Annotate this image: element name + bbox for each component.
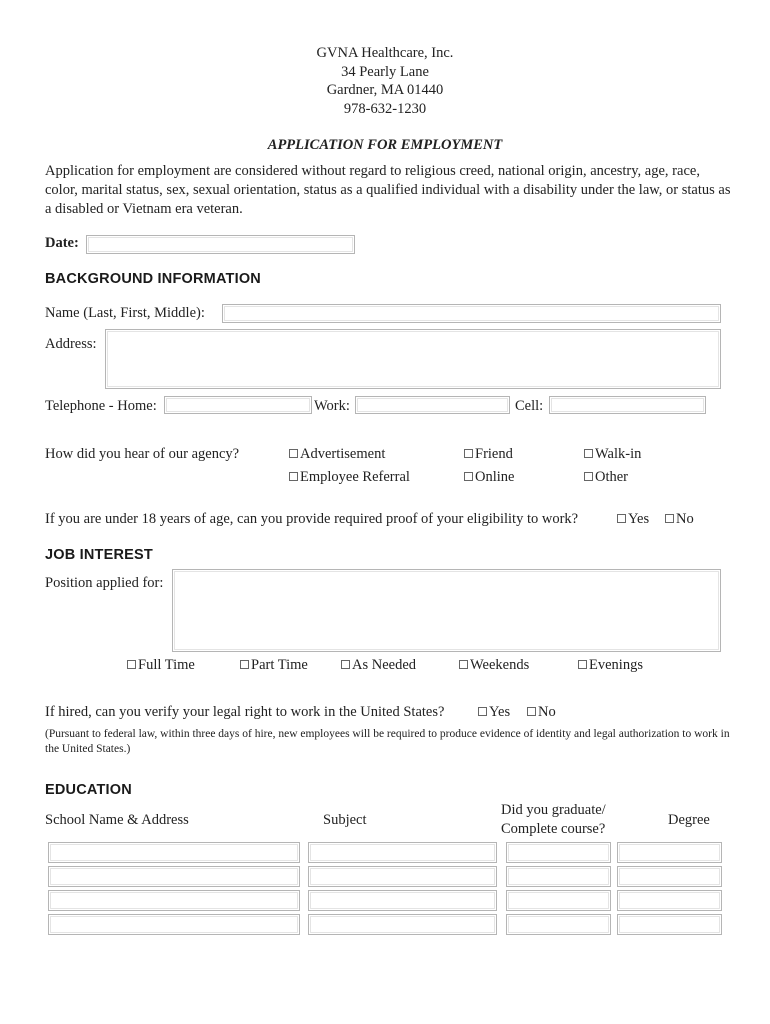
subject-field[interactable] — [308, 890, 497, 911]
tel-work-label: Work: — [314, 398, 350, 414]
checkbox[interactable] — [584, 449, 593, 458]
col-graduate-header-line1: Did you graduate/ — [501, 802, 606, 818]
degree-field[interactable] — [617, 866, 722, 887]
company-street: 34 Pearly Lane — [341, 63, 429, 80]
subject-field[interactable] — [308, 842, 497, 863]
checkbox[interactable] — [665, 514, 674, 523]
schedule-as-needed[interactable] — [341, 657, 416, 674]
col-school-header: School Name & Address — [45, 812, 189, 828]
hear-option-walk-in[interactable] — [584, 446, 641, 463]
position-field[interactable] — [172, 569, 721, 652]
checkbox[interactable] — [527, 707, 536, 716]
background-heading: BACKGROUND INFORMATION — [45, 271, 261, 287]
checkbox[interactable] — [289, 449, 298, 458]
option-label: Online — [475, 469, 515, 485]
hear-option-other[interactable] — [584, 469, 628, 486]
checkbox[interactable] — [584, 472, 593, 481]
hear-option-advertisement[interactable] — [289, 446, 385, 463]
col-subject-header: Subject — [323, 812, 367, 828]
option-label: Part Time — [251, 657, 308, 673]
subject-field[interactable] — [308, 914, 497, 935]
checkbox[interactable] — [240, 660, 249, 669]
option-label: No — [538, 704, 556, 720]
option-label: Yes — [628, 511, 650, 527]
date-field[interactable] — [86, 235, 355, 254]
company-name: GVNA Healthcare, Inc. — [316, 45, 454, 61]
hear-label: How did you hear of our agency? — [45, 446, 240, 462]
graduate-field[interactable] — [506, 842, 611, 863]
degree-field[interactable] — [617, 914, 722, 935]
checkbox[interactable] — [459, 660, 468, 669]
option-label: Yes — [489, 704, 511, 720]
option-label: Walk-in — [595, 446, 642, 462]
legal-no[interactable] — [527, 704, 556, 721]
school-field[interactable] — [48, 890, 300, 911]
company-city: Gardner, MA 01440 — [326, 82, 444, 98]
address-label: Address: — [45, 336, 97, 352]
col-degree-header: Degree — [668, 812, 710, 828]
company-phone: 978-632-1230 — [343, 100, 427, 117]
legal-question: If hired, can you verify your legal right to work in the United States? — [45, 704, 445, 720]
graduate-field[interactable] — [506, 866, 611, 887]
tel-home-field[interactable] — [164, 396, 312, 414]
option-label: As Needed — [352, 657, 417, 673]
tel-cell-label: Cell: — [515, 398, 544, 414]
school-field[interactable] — [48, 866, 300, 887]
checkbox[interactable] — [289, 472, 298, 481]
option-label: No — [676, 511, 694, 527]
education-heading: EDUCATION — [45, 782, 132, 798]
hear-option-friend[interactable] — [464, 446, 513, 463]
tel-home-label: Telephone - Home: — [45, 398, 157, 414]
job-heading: JOB INTEREST — [45, 547, 153, 563]
checkbox[interactable] — [341, 660, 350, 669]
position-label: Position applied for: — [45, 575, 164, 591]
option-label: Full Time — [138, 657, 195, 673]
schedule-weekends[interactable] — [459, 657, 529, 674]
under18-yes[interactable] — [617, 511, 649, 528]
option-label: Weekends — [470, 657, 530, 673]
schedule-part-time[interactable] — [240, 657, 308, 674]
school-field[interactable] — [48, 914, 300, 935]
name-label: Name (Last, First, Middle): — [45, 305, 205, 321]
graduate-field[interactable] — [506, 890, 611, 911]
subject-field[interactable] — [308, 866, 497, 887]
form-title: APPLICATION FOR EMPLOYMENT — [267, 137, 503, 153]
schedule-full-time[interactable] — [127, 657, 195, 674]
hear-option-employee-referral[interactable] — [289, 469, 410, 486]
checkbox[interactable] — [617, 514, 626, 523]
degree-field[interactable] — [617, 890, 722, 911]
tel-work-field[interactable] — [355, 396, 510, 414]
date-label: Date: — [45, 235, 79, 251]
graduate-field[interactable] — [506, 914, 611, 935]
degree-field[interactable] — [617, 842, 722, 863]
option-label: Other — [595, 469, 629, 485]
option-label: Advertisement — [300, 446, 386, 462]
legal-yes[interactable] — [478, 704, 510, 721]
intro-paragraph: Application for employment are considered without regard to religious creed, national origin, ancestry, age, race, color, marital status, sex, sexual orientation, status as a qualified individual with a disability under the law, or status as a disabled or Vietnam era veteran. — [45, 163, 731, 217]
option-label: Friend — [475, 446, 513, 462]
under18-no[interactable] — [665, 511, 694, 528]
checkbox[interactable] — [464, 449, 473, 458]
checkbox[interactable] — [478, 707, 487, 716]
checkbox[interactable] — [127, 660, 136, 669]
school-field[interactable] — [48, 842, 300, 863]
tel-cell-field[interactable] — [549, 396, 706, 414]
name-field[interactable] — [222, 304, 721, 323]
checkbox[interactable] — [464, 472, 473, 481]
schedule-evenings[interactable] — [578, 657, 643, 674]
hear-option-online[interactable] — [464, 469, 514, 486]
legal-note: (Pursuant to federal law, within three days of hire, new employees will be required to produce evidence of identity and legal authorization to work in the United States.) — [45, 728, 730, 755]
under18-question: If you are under 18 years of age, can you provide required proof of your eligibility to work? — [45, 511, 579, 527]
address-field[interactable] — [105, 329, 721, 389]
option-label: Employee Referral — [300, 469, 410, 485]
option-label: Evenings — [589, 657, 643, 673]
checkbox[interactable] — [578, 660, 587, 669]
col-graduate-header-line2: Complete course? — [501, 821, 606, 837]
